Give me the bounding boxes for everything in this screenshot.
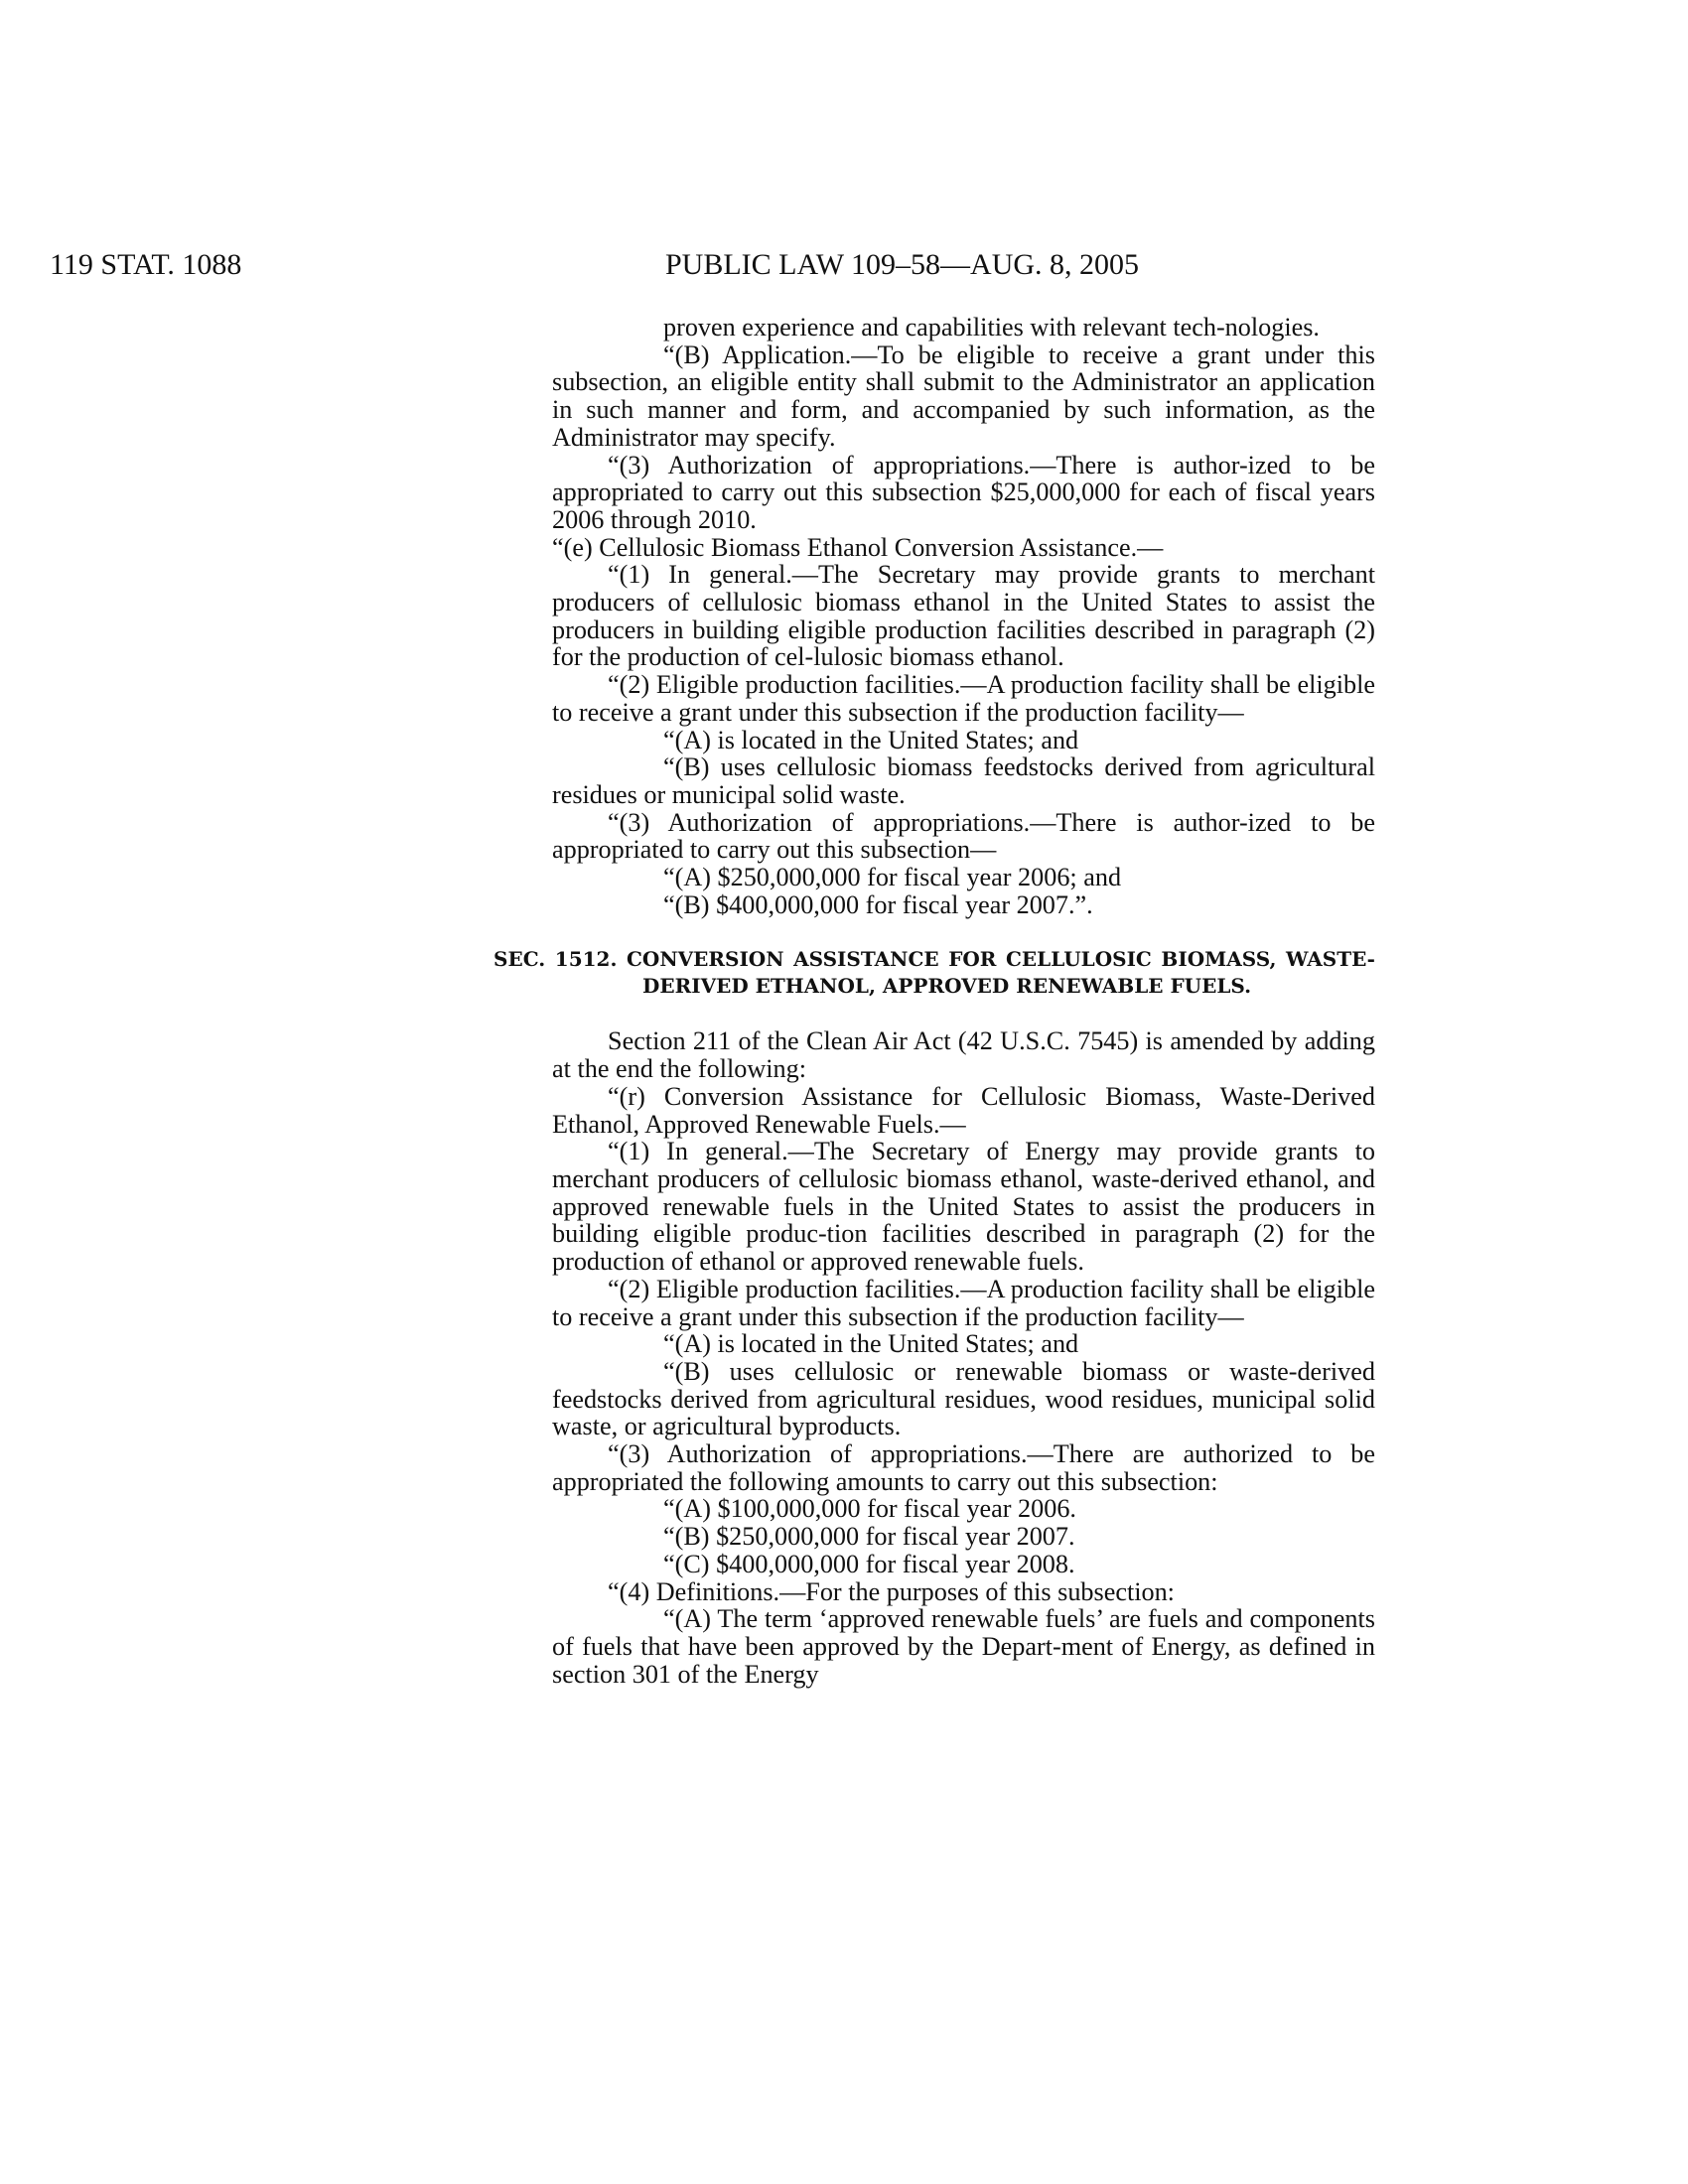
section-heading: SEC. 1512. CONVERSION ASSISTANCE FOR CELLULOSIC BIOMASS, WASTE-DERIVED ETHANOL, APPROVED RENEWABLE FUELS. <box>493 947 1375 999</box>
paragraph: “(1) In general.—The Secretary may provide grants to merchant producers of cellulosic biomass ethanol in the United States to assist the producers in building eligible production facilities described in paragraph (2) for the production of cel-lulosic biomass ethanol. <box>552 560 1375 672</box>
paragraph: “(A) $100,000,000 for fiscal year 2006. <box>663 1494 1076 1524</box>
stat-page-number: 119 STAT. 1088 <box>50 248 242 281</box>
paragraph: “(3) Authorization of appropriations.—There is author-ized to be appropriated to carry out this subsection $25,000,000 for each of fiscal years 2006 through 2010. <box>552 450 1375 534</box>
paragraph: “(C) $400,000,000 for fiscal year 2008. <box>663 1549 1075 1578</box>
paragraph: “(B) Application.—To be eligible to receive a grant under this subsection, an eligible entity shall submit to the Administrator an application in such manner and form, and accompanied by such information, as the Administrator may specify. <box>552 340 1375 452</box>
paragraph: “(3) Authorization of appropriations.—There are authorized to be appropriated the following amounts to carry out this subsection: <box>552 1439 1375 1496</box>
paragraph: “(B) uses cellulosic or renewable biomass or waste-derived feedstocks derived from agricultural residues, wood residues, municipal solid waste, or agricultural byproducts. <box>552 1356 1375 1441</box>
paragraph: “(r) Conversion Assistance for Cellulosic Biomass, Waste-Derived Ethanol, Approved Renewable Fuels.— <box>552 1081 1375 1139</box>
running-title: PUBLIC LAW 109–58—AUG. 8, 2005 <box>665 248 1140 281</box>
paragraph: “(A) is located in the United States; and <box>663 1329 1079 1359</box>
page-header <box>0 248 1688 288</box>
paragraph: “(2) Eligible production facilities.—A production facility shall be eligible to receive a grant under this subsection if the production facility— <box>552 670 1375 727</box>
document-body <box>493 313 1375 1689</box>
paragraph: “(1) In general.—The Secretary of Energy may provide grants to merchant producers of cellulosic biomass ethanol, waste-derived ethanol, and approved renewable fuels in the United States to assist the producers in building eligible produc-tion facilities described in paragraph (2) for the production of ethanol or approved renewable fuels. <box>552 1137 1375 1277</box>
paragraph: “(e) Cellulosic Biomass Ethanol Conversion Assistance.— <box>552 532 1164 562</box>
paragraph: “(2) Eligible production facilities.—A production facility shall be eligible to receive a grant under this subsection if the production facility— <box>552 1274 1375 1331</box>
paragraph: proven experience and capabilities with relevant tech-nologies. <box>663 313 1320 341</box>
paragraph: Section 211 of the Clean Air Act (42 U.S.C. 7545) is amended by adding at the end the following: <box>552 1026 1375 1084</box>
paragraph: “(A) is located in the United States; and <box>663 725 1079 754</box>
paragraph: “(4) Definitions.—For the purposes of this subsection: <box>608 1576 1175 1606</box>
paragraph: “(3) Authorization of appropriations.—There is author-ized to be appropriated to carry out this subsection— <box>552 807 1375 865</box>
paragraph: “(B) uses cellulosic biomass feedstocks derived from agricultural residues or municipal solid waste. <box>552 752 1375 809</box>
paragraph: “(B) $250,000,000 for fiscal year 2007. <box>663 1522 1075 1552</box>
paragraph: “(A) The term ‘approved renewable fuels’ are fuels and components of fuels that have been approved by the Depart-ment of Energy, as defined in section 301 of the Energy <box>552 1604 1375 1689</box>
paragraph: “(B) $400,000,000 for fiscal year 2007.”. <box>663 889 1093 919</box>
paragraph: “(A) $250,000,000 for fiscal year 2006; and <box>663 863 1122 892</box>
